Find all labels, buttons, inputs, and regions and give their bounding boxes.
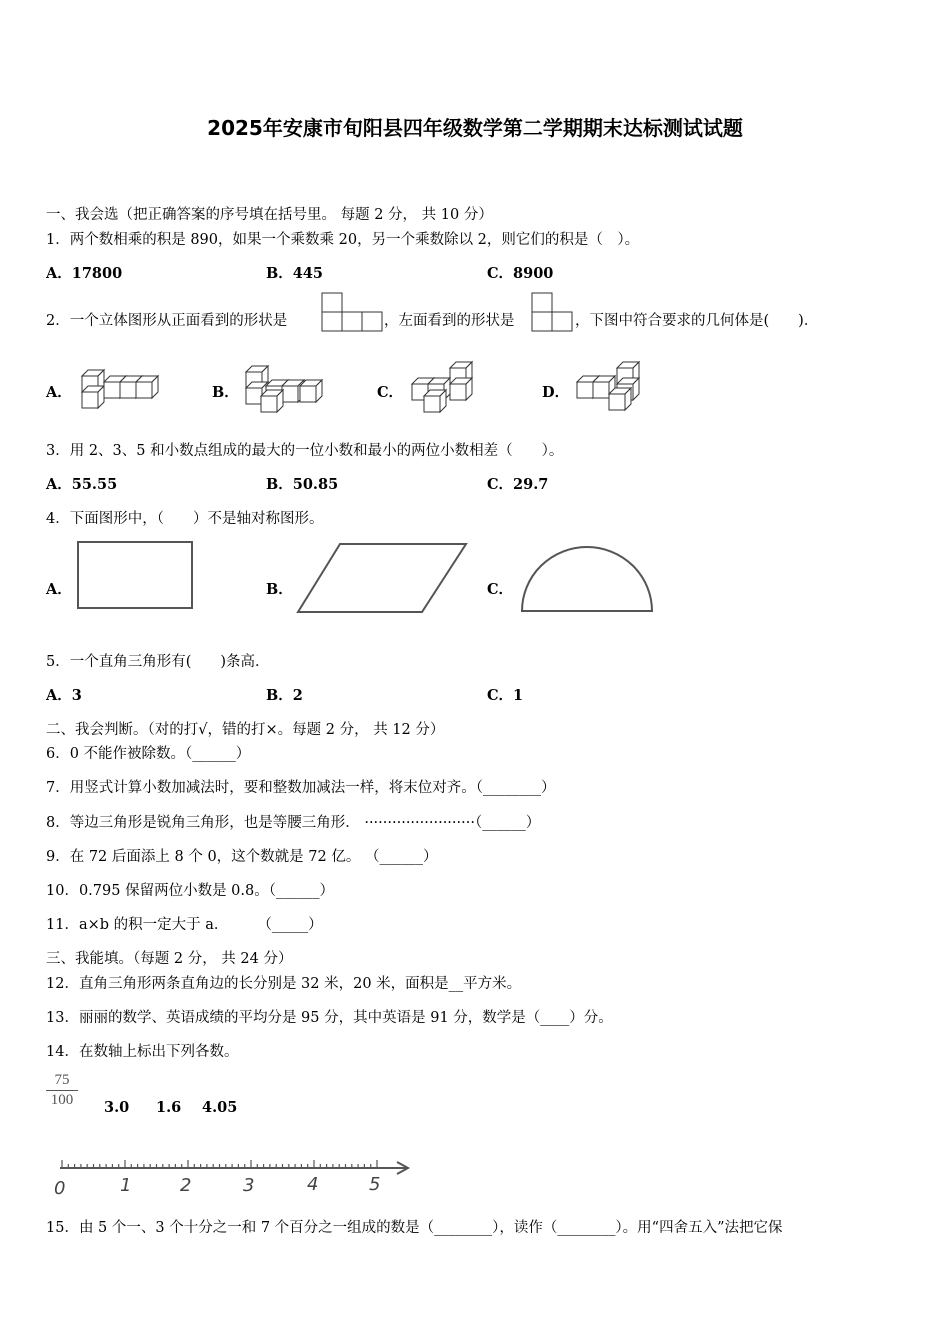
question-5: 5．一个直角三角形有( )条高．	[46, 654, 270, 670]
q4-option-c: C．	[487, 581, 514, 598]
axis-label-1: 1	[120, 1175, 132, 1196]
number-1-6: 1.6	[156, 1099, 182, 1116]
question-7: 7．用竖式计算小数加减法时，要和整数加减法一样，将末位对齐。（________）	[46, 780, 556, 796]
fraction-numerator: 75	[54, 1072, 70, 1088]
section3-heading: 三、我能填。（每题 2 分， 共 24 分）	[46, 951, 293, 967]
question-10: 10．0.795 保留两位小数是 0.8。（______）	[46, 883, 334, 899]
fraction-denominator: 100	[50, 1092, 74, 1108]
unit-cube	[424, 390, 446, 412]
question-2-part-c: ，下图中符合要求的几何体是( )．	[575, 313, 819, 329]
section1-heading: 一、我会选（把正确答案的序号填在括号里。 每题 2 分， 共 10 分）	[46, 207, 493, 223]
section2-heading: 二、我会判断。（对的打√，错的打×。每题 2 分， 共 12 分）	[46, 722, 445, 738]
q1-option-c: C．8900	[487, 265, 554, 282]
fraction-bar	[46, 1090, 78, 1091]
question-11: 11．a×b 的积一定大于 a． （_____）	[46, 917, 323, 933]
q1-option-a: A．17800	[46, 265, 123, 282]
unit-cube	[261, 390, 283, 412]
question-14: 14．在数轴上标出下列各数。	[46, 1044, 239, 1060]
axis-label-0: 0	[54, 1178, 66, 1199]
q3-option-b: B．50.85	[266, 476, 339, 493]
question-15: 15．由 5 个一、3 个十分之一和 7 个百分之一组成的数是（________），读作（________）。用“四舍五入”法把它保	[46, 1220, 783, 1236]
q2-figure-b	[244, 364, 324, 420]
question-8: 8．等边三角形是锐角三角形，也是等腰三角形． ························（______）	[46, 815, 541, 831]
number-3-0: 3.0	[104, 1099, 130, 1116]
q5-option-c: C．1	[487, 687, 524, 704]
question-3: 3．用 2、3、5 和小数点组成的最大的一位小数和最小的两位小数相差（ ）。	[46, 443, 564, 459]
question-6: 6．0 不能作被除数。（______）	[46, 746, 251, 762]
unit-cube	[300, 380, 322, 402]
q5-option-b: B．2	[266, 687, 303, 704]
left-view-diagram	[531, 292, 573, 332]
semicircle-figure	[519, 544, 655, 614]
q2-figure-c	[410, 358, 490, 418]
q2-option-c: C．	[377, 384, 404, 401]
unit-cube	[609, 388, 631, 410]
axis-label-5: 5	[369, 1174, 381, 1195]
front-view-diagram	[321, 292, 383, 332]
q3-option-c: C．29.7	[487, 476, 549, 493]
question-2-part-a: 2．一个立体图形从正面看到的形状是	[46, 313, 288, 329]
q4-option-a: A．	[46, 581, 72, 598]
q5-option-a: A．3	[46, 687, 82, 704]
parallelogram-figure	[296, 542, 468, 616]
unit-cube	[82, 386, 104, 408]
unit-cube	[136, 376, 158, 398]
q1-option-b: B．445	[266, 265, 324, 282]
question-4: 4．下面图形中，（ ）不是轴对称图形。	[46, 511, 324, 527]
question-9: 9．在 72 后面添上 8 个 0，这个数就是 72 亿。 （______）	[46, 849, 438, 865]
q2-figure-d	[575, 358, 655, 418]
question-12: 12．直角三角形两条直角边的长分别是 32 米，20 米，面积是__平方米。	[46, 976, 522, 992]
q2-option-b: B．	[212, 384, 239, 401]
fraction-75-100	[46, 1072, 78, 1109]
q4-option-b: B．	[266, 581, 293, 598]
q2-option-a: A．	[46, 384, 72, 401]
q2-figure-a	[80, 366, 160, 418]
q2-option-d: D．	[542, 384, 570, 401]
unit-cube	[450, 378, 472, 400]
question-2-part-b: ，左面看到的形状是	[384, 313, 515, 329]
page-title: 2025年安康市旬阳县四年级数学第二学期期末达标测试试题	[207, 116, 743, 140]
axis-label-3: 3	[243, 1175, 255, 1196]
axis-label-2: 2	[180, 1175, 192, 1196]
question-1: 1．两个数相乘的积是 890，如果一个乘数乘 20，另一个乘数除以 2，则它们的积是（ ）。	[46, 232, 640, 248]
number-line	[56, 1155, 416, 1179]
question-13: 13．丽丽的数学、英语成绩的平均分是 95 分，其中英语是 91 分，数学是（____）分。	[46, 1010, 613, 1026]
number-4-05: 4.05	[202, 1099, 238, 1116]
q3-option-a: A．55.55	[46, 476, 118, 493]
rectangle-figure	[76, 540, 196, 612]
axis-label-4: 4	[307, 1174, 319, 1195]
